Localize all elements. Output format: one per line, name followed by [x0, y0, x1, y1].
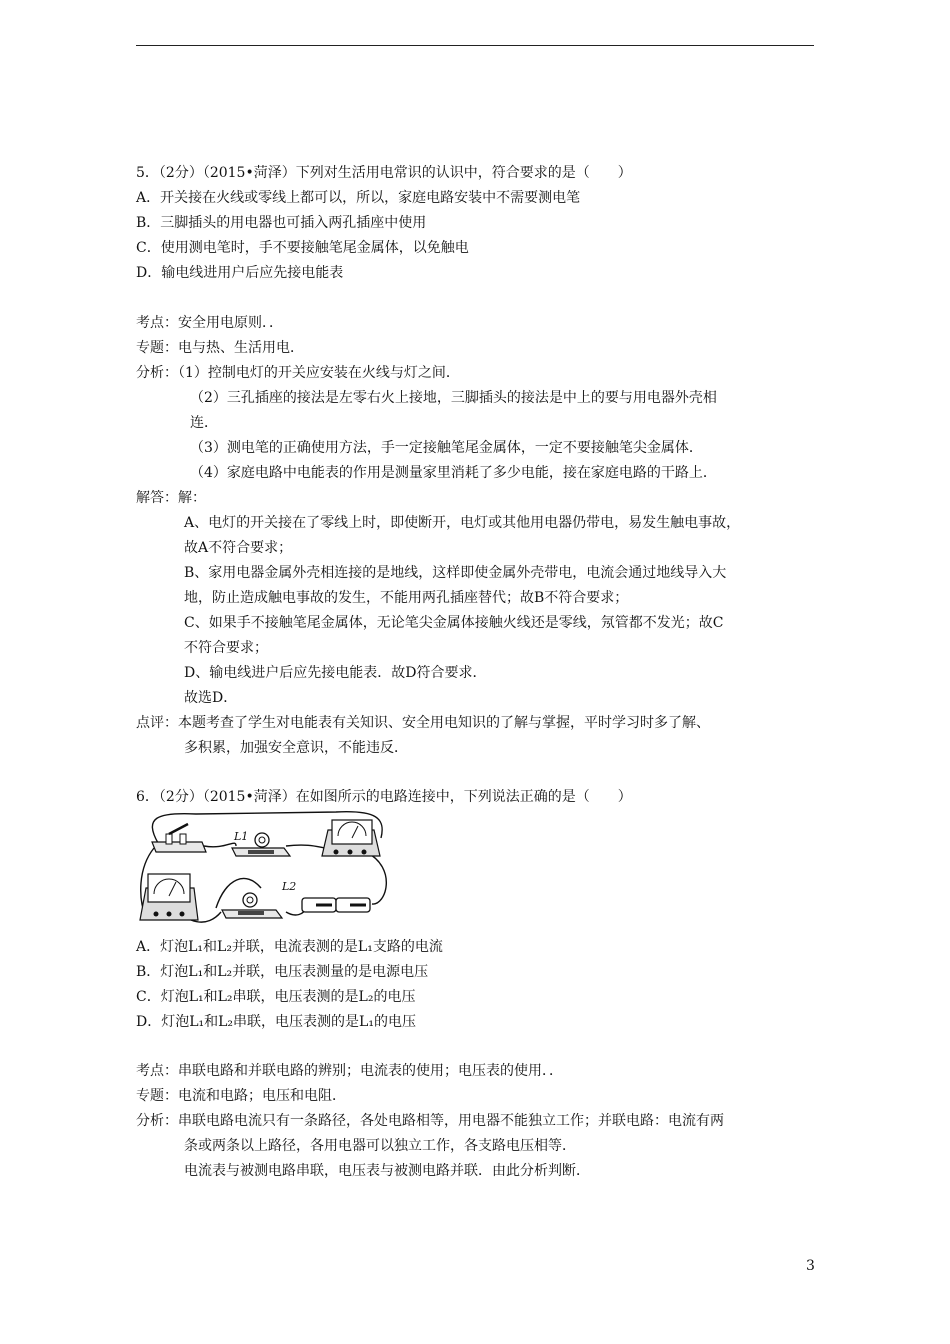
battery-pack — [302, 898, 370, 912]
q5-fenxi-5: （4）家庭电路中电能表的作用是测量家里消耗了多少电能，接在家庭电路的干路上． — [190, 465, 717, 481]
q5-stem: 5．（2分）（2015•菏泽）下列对生活用电常识的认识中，符合要求的是（ ） — [136, 165, 632, 181]
q5-jieda-7: D、输电线进户后应先接电能表．故D符合要求． — [184, 665, 487, 681]
q6-fenxi-1: 分析：串联电路电流只有一条路径，各处电路相等，用电器不能独立工作；并联电路：电流有两 — [136, 1113, 724, 1129]
switch — [152, 824, 206, 852]
q5-jieda-1: A、电灯的开关接在了零线上时，即使断开，电灯或其他用电器仍带电，易发生触电事故， — [184, 515, 741, 531]
q5-jieda-2: 故A不符合要求； — [184, 540, 293, 556]
q5-dianping-2: 多积累，加强安全意识，不能违反． — [184, 740, 408, 756]
q5-dianping-1: 点评：本题考查了学生对电能表有关知识、安全用电知识的了解与掌握，平时学习时多了解、 — [136, 715, 710, 731]
q5-fenxi-1: 分析：（1）控制电灯的开关应安装在火线与灯之间． — [136, 365, 460, 381]
q6-zhuanti: 专题：电流和电路；电压和电阻． — [136, 1088, 346, 1104]
q6-fenxi-3: 电流表与被测电路串联，电压表与被测电路并联．由此分析判断． — [184, 1163, 590, 1179]
q5-jieda-3: B、家用电器金属外壳相连接的是地线，这样即使金属外壳带电，电流会通过地线导入大 — [184, 565, 727, 581]
q5-jieda-4: 地，防止造成触电事故的发生，不能用两孔插座替代；故B不符合要求； — [184, 590, 629, 606]
q6-kaodian: 考点：串联电路和并联电路的辨别；电流表的使用；电压表的使用．． — [136, 1063, 563, 1079]
q6-fenxi-2: 条或两条以上路径，各用电器可以独立工作，各支路电压相等． — [184, 1138, 576, 1154]
q5-jieda-head: 解答：解： — [136, 490, 206, 506]
q5-option-a: A．开关接在火线或零线上都可以，所以，家庭电路安装中不需要测电笔 — [136, 190, 581, 206]
q6-option-a: A．灯泡L₁和L₂并联，电流表测的是L₁支路的电流 — [136, 939, 443, 955]
lamp-l2 — [222, 893, 282, 918]
q5-option-b: B．三脚插头的用电器也可插入两孔插座中使用 — [136, 215, 427, 231]
label-l1: L1 — [234, 830, 249, 843]
q5-jieda-8: 故选D． — [184, 690, 238, 706]
wire-right — [366, 852, 386, 904]
q6-option-c: C．灯泡L₁和L₂串联，电压表测的是L₂的电压 — [136, 989, 416, 1005]
meter-bottom — [140, 874, 198, 920]
q5-kaodian: 考点：安全用电原则．． — [136, 315, 283, 331]
q6-option-b: B．灯泡L₁和L₂并联，电压表测量的是电源电压 — [136, 964, 429, 980]
q6-option-d: D．灯泡L₁和L₂串联，电压表测的是L₁的电压 — [136, 1014, 416, 1030]
circuit-figure — [136, 808, 396, 930]
q5-option-c: C．使用测电笔时，手不要接触笔尾金属体，以免触电 — [136, 240, 469, 256]
page-number: 3 — [806, 1258, 815, 1274]
meter-top — [322, 820, 380, 856]
q5-fenxi-4: （3）测电笔的正确使用方法，手一定接触笔尾金属体，一定不要接触笔尖金属体． — [190, 440, 703, 456]
q6-stem: 6．（2分）（2015•菏泽）在如图所示的电路连接中，下列说法正确的是（ ） — [136, 789, 632, 805]
q5-fenxi-3: 连． — [190, 415, 218, 431]
label-l2: L2 — [282, 880, 297, 893]
q5-option-d: D．输电线进用户后应先接电能表 — [136, 265, 344, 281]
wire-cross — [286, 845, 326, 848]
header-rule — [136, 45, 814, 46]
q5-zhuanti: 专题：电与热、生活用电． — [136, 340, 304, 356]
q5-fenxi-2: （2）三孔插座的接法是左零右火上接地，三脚插头的接法是中上的要与用电器外壳相 — [190, 390, 717, 406]
q5-jieda-6: 不符合要求； — [184, 640, 268, 656]
wire-mid — [204, 843, 236, 847]
q5-jieda-5: C、如果手不接触笔尾金属体，无论笔尖金属体接触火线还是零线，氖管都不发光；故C — [184, 615, 724, 631]
